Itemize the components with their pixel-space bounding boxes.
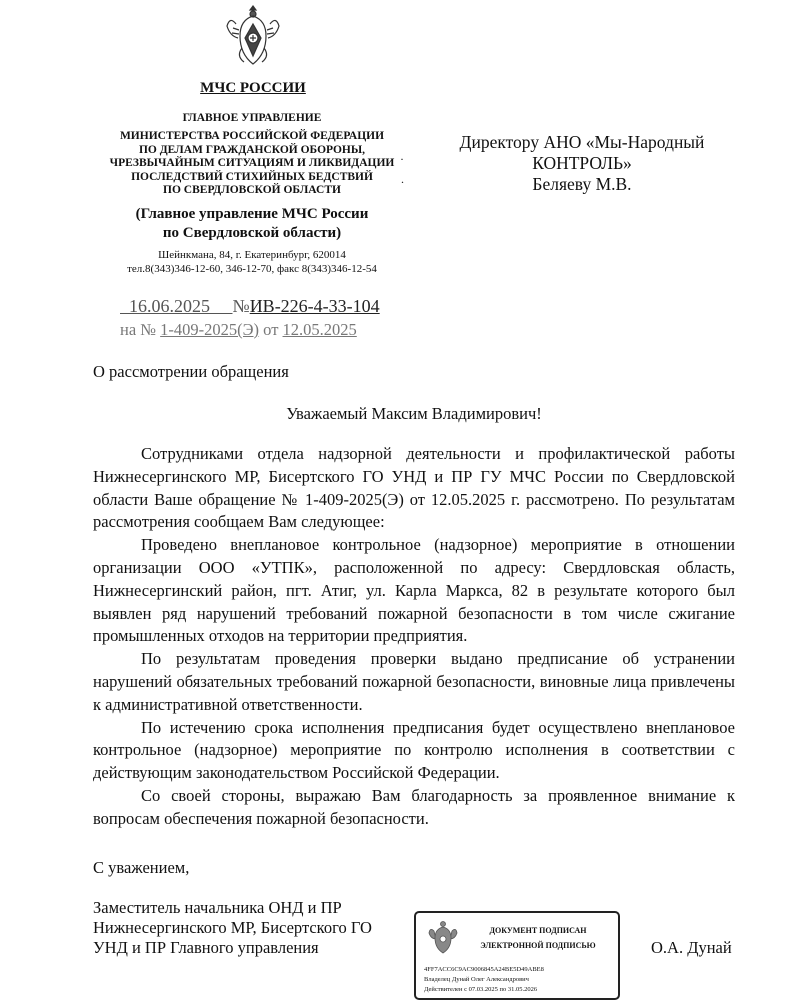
org-name: МЧС РОССИИ [200,80,306,96]
org-short-name: (Главное управление МЧС России по Свердловской области) [135,206,369,241]
emblem-icon [224,2,282,68]
mark-dot: . [401,172,404,186]
registration-line [120,296,420,317]
letter-body [93,443,735,831]
addressee: Директору АНО «Мы-Народный КОНТРОЛЬ» Беляеву М.В. [459,132,705,194]
registration-date: 16.06.2025 [129,296,210,316]
response-date: 12.05.2025 [282,320,357,339]
registration-number: ИВ-226-4-33-104 [249,296,380,316]
response-number: 1-409-2025(Э) [160,320,260,339]
response-to-line: на № 1-409-2025(Э) от 12.05.2025 [120,320,357,339]
closing: С уважением, [93,858,190,877]
paragraph: Проведено внеплановое контрольное (надзорное) мероприятие в отношении организации ООО «УТПК», расположенной по адресу: Свердловская область, Нижнесергинский район, пгт. Атиг, ул. Карла Маркса, 82 в результате которого был выявлен ряд нарушений требований пожарной безопасности в том числе сжигание промышленных отходов на территории предприятия. [93,535,735,646]
signer-position: Заместитель начальника ОНД и ПР Нижнесергинского МР, Бисертского ГО УНД и ПР Главного управления [93,898,372,957]
stamp-details: 4FF7ACC6C9AC9006845A24BE5D49ABE8 Владелец Дунай Олег Александрович Действителен с 07.03.2025 по 31.05.2026 [424,966,544,993]
org-line-main: ГЛАВНОЕ УПРАВЛЕНИЕ [182,112,322,124]
mark-dot: · [400,152,404,166]
org-full-name: МИНИСТЕРСТВА РОССИЙСКОЙ ФЕДЕРАЦИИ ПО ДЕЛАМ ГРАЖДАНСКОЙ ОБОРОНЫ, ЧРЕЗВЫЧАЙНЫМ СИТУАЦИЯМ И ЛИКВИДАЦИИ ПОСЛЕДСТВИЙ СТИХИЙНЫХ БЕДСТВИЙ ПО СВЕРДЛОВСКОЙ ОБЛАСТИ [109,130,395,196]
stamp-emblem-icon [428,919,458,955]
signer-name: О.А. Дунай [651,938,732,957]
paragraph: По истечению срока исполнения предписания будет осуществлено внеплановое контрольное (надзорное) мероприятие по контролю исполнения в соответствии с действующим законодательством Российской Федерации. [93,717,735,783]
e-signature-stamp [414,911,620,1000]
stamp-title: ДОКУМЕНТ ПОДПИСАН ЭЛЕКТРОННОЙ ПОДПИСЬЮ [480,926,596,950]
letter-subject: О рассмотрении обращения [93,362,289,381]
org-address: Шейнкмана, 84, г. Екатеринбург, 620014 тел.8(343)346-12-60, 346-12-70, факс 8(343)346-12-54 [127,249,377,275]
paragraph: Сотрудниками отдела надзорной деятельности и профилактической работы Нижнесергинского МР, Бисертского ГО УНД и ПР ГУ МЧС России по Свердловской области Ваше обращение № 1-409-2025(Э) от 12.05.2025 г. рассмотрено. По результатам рассмотрения сообщаем Вам следующее: [93,444,735,532]
paragraph: Со своей стороны, выражаю Вам благодарность за проявленное внимание к вопросам обеспечения пожарной безопасности. [93,785,735,828]
greeting: Уважаемый Максим Владимирович! [286,404,542,423]
paragraph: По результатам проведения проверки выдано предписание об устранении нарушений обязательных требований пожарной безопасности, виновные лица привлечены к административной ответственности. [93,649,735,714]
number-sign: № [232,296,250,316]
